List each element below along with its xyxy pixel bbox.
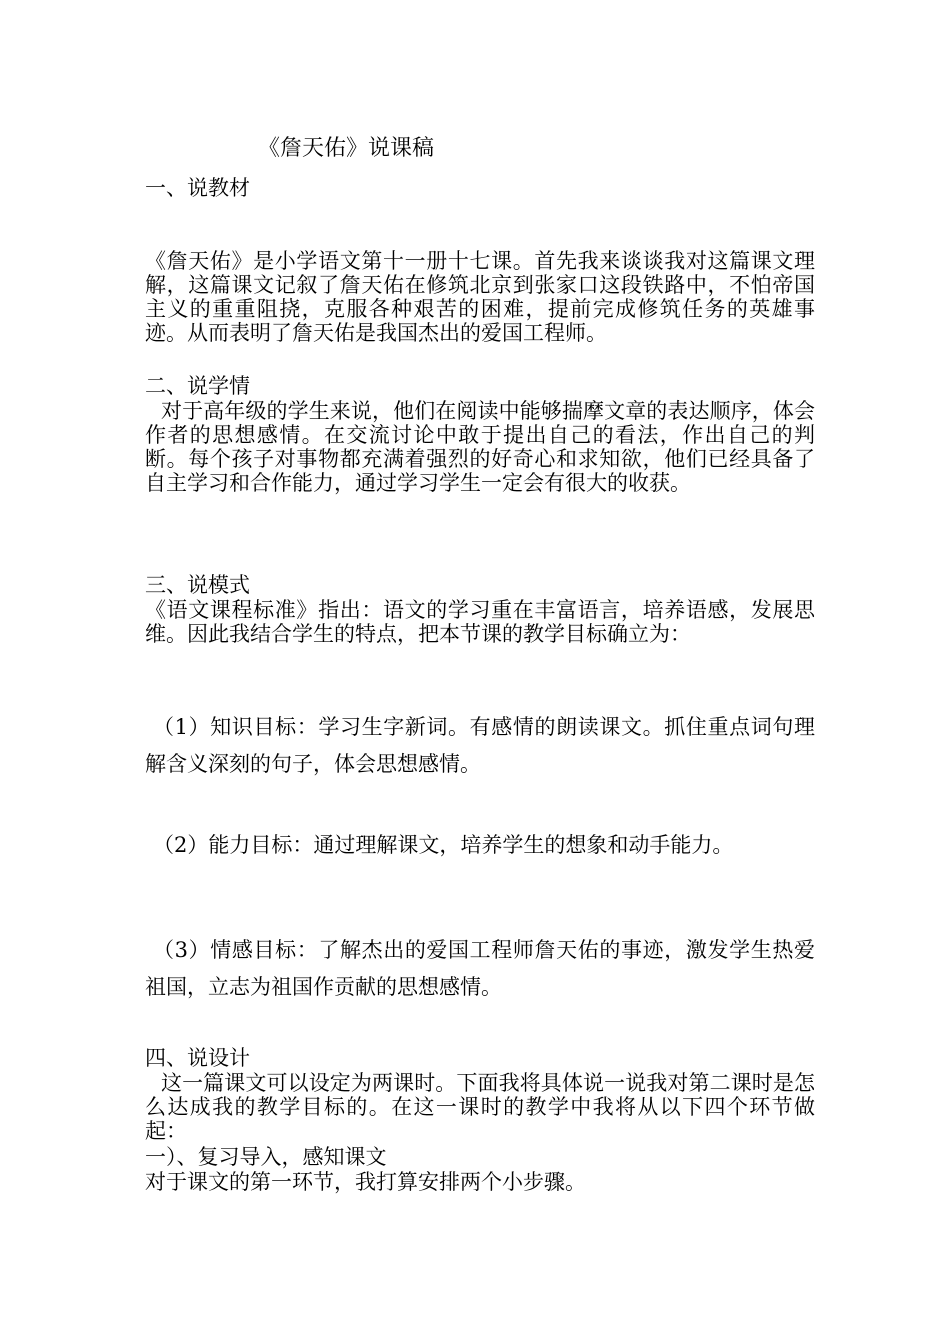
section-heading-design: 四、说设计: [145, 1046, 250, 1070]
goal-ability: （2）能力目标：通过理解课文，培养学生的想象和动手能力。: [153, 833, 734, 857]
goal-knowledge: （1）知识目标：学习生字新词。有感情的朗读课文。抓住重点词句理解含义深刻的句子，体会思想感情。: [145, 715, 815, 776]
paragraph-mode: 《语文课程标准》指出：语文的学习重在丰富语言，培养语感，发展思维。因此我结合学生的特点，把本节课的教学目标确立为：: [145, 598, 815, 646]
paragraph-design: 这一篇课文可以设定为两课时。下面我将具体说一说我对第二课时是怎么达成我的教学目标的。在这一课时的教学中我将从以下四个环节做起：: [145, 1071, 815, 1143]
section-heading-mode: 三、说模式: [145, 573, 250, 597]
section-heading-learner-analysis: 二、说学情: [145, 374, 250, 398]
section-heading-teaching-material: 一、说教材: [145, 176, 250, 200]
paragraph-review: 对于课文的第一环节，我打算安排两个小步骤。: [145, 1170, 586, 1194]
goal-emotion: （3）情感目标：了解杰出的爱国工程师詹天佑的事迹，激发学生热爱祖国，立志为祖国作贡献的思想感情。: [145, 938, 815, 999]
paragraph-teaching-material: 《詹天佑》是小学语文第十一册十七课。首先我来谈谈我对这篇课文理解，这篇课文记叙了詹天佑在修筑北京到张家口这段铁路中，不怕帝国主义的重重阻挠，克服各种艰苦的困难，提前完成修筑任务的英雄事迹。从而表明了詹天佑是我国杰出的爱国工程师。: [145, 249, 815, 345]
paragraph-learner-analysis: 对于高年级的学生来说，他们在阅读中能够揣摩文章的表达顺序，体会作者的思想感情。在交流讨论中敢于提出自己的看法，作出自己的判断。每个孩子对事物都充满着强烈的好奇心和求知欲，他们已经具备了自主学习和合作能力，通过学习学生一定会有很大的收获。: [145, 399, 815, 495]
step-heading-review: 一）、复习导入，感知课文: [145, 1145, 387, 1169]
document-title: 《詹天佑》说课稿: [258, 136, 435, 161]
